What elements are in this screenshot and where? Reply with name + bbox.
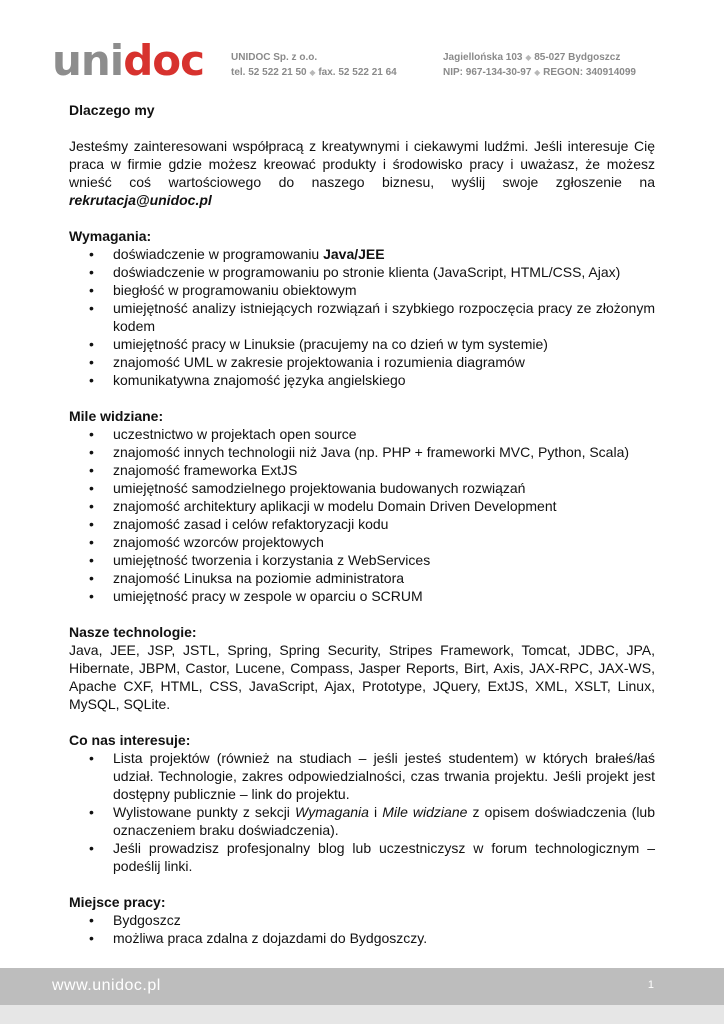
- list-item: [69, 929, 655, 947]
- company-name: UNIDOC Sp. z o.o.: [231, 52, 318, 63]
- technologies-heading: Nasze technologie:: [69, 624, 197, 640]
- list-item-text: znajomość innych technologii niż Java (np. PHP + frameworki MVC, Python, Scala): [113, 444, 630, 460]
- list-item-text: Bydgoszcz: [113, 912, 181, 928]
- list-item-text: znajomość UML w zakresie projektowania i rozumienia diagramów: [113, 354, 525, 370]
- list-item-text: doświadczenie w programowaniu po stronie klienta (JavaScript, HTML/CSS, Ajax): [113, 264, 621, 280]
- document-body: [69, 101, 655, 947]
- list-item-text: znajomość wzorców projektowych: [113, 534, 324, 550]
- list-item: [69, 335, 655, 353]
- list-item: [69, 461, 655, 479]
- bullet-icon: •: [89, 444, 94, 460]
- list-item: [69, 299, 655, 335]
- list-item: [69, 371, 655, 389]
- list-item-text: Lista projektów (również na studiach – jeśli jesteś studentem) w których brałeś/łaś udział. Technologie, zakres odpowiedzialności, czas trwania projektu. Jeśli projekt jest dostępny publicznie – link do projektu.: [113, 750, 655, 802]
- list-item-text: uczestnictwo w projektach open source: [113, 426, 357, 442]
- list-item-text: umiejętność pracy w zespole w oparciu o SCRUM: [113, 588, 423, 604]
- list-item: [69, 425, 655, 443]
- interests-list: [69, 749, 655, 875]
- list-item: [69, 281, 655, 299]
- list-item: [69, 551, 655, 569]
- list-item: [69, 587, 655, 605]
- list-item: [69, 749, 655, 803]
- company-fax: fax. 52 522 21 64: [318, 67, 397, 78]
- list-item-bold: Java/JEE: [323, 246, 385, 262]
- list-item-text: doświadczenie w programowaniu: [113, 246, 324, 262]
- bullet-icon: •: [89, 246, 94, 262]
- unidoc-logo: [52, 36, 205, 85]
- logo-part-uni: uni: [52, 36, 124, 85]
- list-item: [69, 263, 655, 281]
- separator-icon: ◆: [534, 68, 541, 77]
- list-item-text: Jeśli prowadzisz profesjonalny blog lub uczestniczysz w forum technologicznym – podeślij linki.: [113, 840, 655, 874]
- footer-bar: [0, 968, 724, 1005]
- nice-to-have-list: [69, 425, 655, 605]
- address-city: 85-027 Bydgoszcz: [534, 52, 621, 63]
- company-nip: NIP: 967-134-30-97: [443, 67, 532, 78]
- bullet-icon: •: [89, 462, 94, 478]
- list-item-text: znajomość architektury aplikacji w modelu Domain Driven Development: [113, 498, 557, 514]
- letterhead: [0, 0, 724, 100]
- bullet-icon: •: [89, 354, 94, 370]
- bullet-icon: •: [89, 840, 94, 856]
- bullet-icon: •: [89, 264, 94, 280]
- logo-part-doc: doc: [123, 36, 205, 85]
- company-contact-block: [231, 50, 397, 80]
- list-item: [69, 533, 655, 551]
- list-item-text: umiejętność tworzenia i korzystania z WebServices: [113, 552, 431, 568]
- list-item-text: znajomość Linuksa na poziomie administratora: [113, 570, 405, 586]
- interests-heading: Co nas interesuje:: [69, 732, 191, 748]
- list-item-text: Wylistowane punkty z sekcji: [113, 804, 295, 820]
- company-address-block: [443, 50, 636, 80]
- list-item: [69, 497, 655, 515]
- bullet-icon: •: [89, 426, 94, 442]
- list-item-text: z opisem doświadczenia (lub oznaczeniem braku doświadczenia).: [113, 804, 655, 838]
- bullet-icon: •: [89, 372, 94, 388]
- bullet-icon: •: [89, 804, 94, 820]
- footer-band: [0, 1005, 724, 1024]
- list-item-emphasis: Mile widziane: [382, 804, 468, 820]
- bullet-icon: •: [89, 552, 94, 568]
- list-item: [69, 515, 655, 533]
- list-item-text: umiejętność pracy w Linuksie (pracujemy na co dzień w tym systemie): [113, 336, 548, 352]
- nice-to-have-heading: Mile widziane:: [69, 408, 164, 424]
- intro-paragraph: [69, 137, 655, 209]
- list-item-emphasis: Wymagania: [295, 804, 369, 820]
- list-item-text: znajomość zasad i celów refaktoryzacji kodu: [113, 516, 389, 532]
- bullet-icon: •: [89, 498, 94, 514]
- company-regon: REGON: 340914099: [543, 67, 636, 78]
- bullet-icon: •: [89, 516, 94, 532]
- bullet-icon: •: [89, 930, 94, 946]
- document-title: Dlaczego my: [69, 102, 155, 118]
- address-street: Jagiellońska 103: [443, 52, 523, 63]
- bullet-icon: •: [89, 282, 94, 298]
- bullet-icon: •: [89, 534, 94, 550]
- bullet-icon: •: [89, 480, 94, 496]
- technologies-text: Java, JEE, JSP, JSTL, Spring, Spring Security, Stripes Framework, Tomcat, JDBC, JPA, Hibernate, JBPM, Castor, Lucene, Compass, Jasper Reports, Birt, Axis, JAX-RPC, JAX-WS, Apache CXF, HTML, CSS, JavaScript, Ajax, Prototype, JQuery, ExtJS, XML, XSLT, Linux, MySQL, SQLite.: [69, 642, 655, 712]
- separator-icon: ◆: [525, 53, 532, 62]
- list-item-text: umiejętność samodzielnego projektowania budowanych rozwiązań: [113, 480, 526, 496]
- list-item: [69, 803, 655, 839]
- bullet-icon: •: [89, 750, 94, 766]
- list-item: [69, 911, 655, 929]
- list-item-text: możliwa praca zdalna z dojazdami do Bydgoszczy.: [113, 930, 428, 946]
- company-phone: tel. 52 522 21 50: [231, 67, 307, 78]
- requirements-heading: Wymagania:: [69, 228, 152, 244]
- location-heading: Miejsce pracy:: [69, 894, 166, 910]
- recruitment-email-link[interactable]: rekrutacja@unidoc.pl: [69, 192, 212, 208]
- separator-icon: ◆: [309, 68, 316, 77]
- bullet-icon: •: [89, 300, 94, 316]
- list-item-text: biegłość w programowaniu obiektowym: [113, 282, 357, 298]
- list-item: [69, 569, 655, 587]
- page-number: 1: [647, 979, 654, 991]
- list-item-text: umiejętność analizy istniejących rozwiązań i szybkiego rozpoczęcia pracy ze złożonym kodem: [113, 300, 655, 334]
- bullet-icon: •: [89, 912, 94, 928]
- list-item-text: komunikatywna znajomość języka angielskiego: [113, 372, 406, 388]
- list-item: [69, 353, 655, 371]
- list-item: [69, 245, 655, 263]
- footer-website-link[interactable]: www.unidoc.pl: [52, 977, 161, 994]
- requirements-list: [69, 245, 655, 389]
- bullet-icon: •: [89, 336, 94, 352]
- list-item: [69, 839, 655, 875]
- location-list: [69, 911, 655, 947]
- bullet-icon: •: [89, 570, 94, 586]
- list-item-text: i: [368, 804, 383, 820]
- bullet-icon: •: [89, 588, 94, 604]
- list-item: [69, 443, 655, 461]
- intro-text: Jesteśmy zainteresowani współpracą z kreatywnymi i ciekawymi ludźmi. Jeśli interesuje Cię praca w firmie gdzie możesz kreować produkty i środowisko pracy i uważasz, że możesz wnieść coś wartościowego do naszego biznesu, wyślij swoje zgłoszenie na: [69, 138, 655, 190]
- list-item-text: znajomość frameworka ExtJS: [113, 462, 298, 478]
- list-item: [69, 479, 655, 497]
